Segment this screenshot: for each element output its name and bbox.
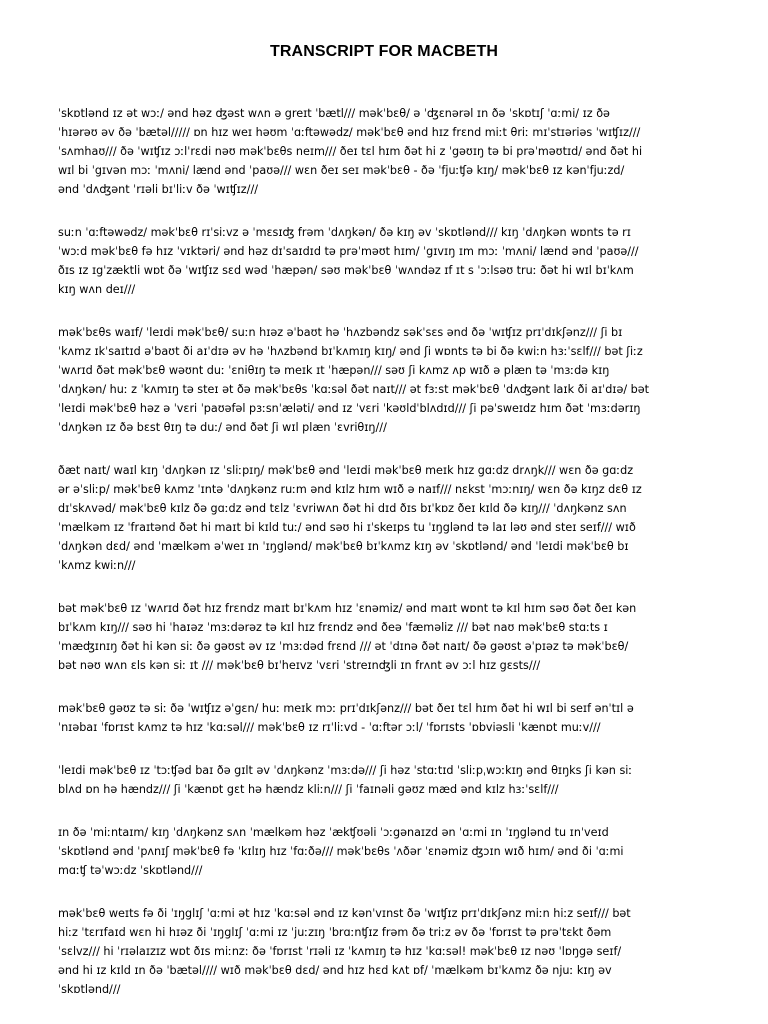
paragraph-7: ˈleɪdi məkˈbɛθ ɪz ˈtɔːʧəd baɪ ðə gɪlt əv ˈdʌŋkənz ˈmɜːdə/// ʃi həz ˈstɑːtɪd ˈsliːpˌwɔːkɪŋ ənd θɪŋks ʃi kən siː blʌd ɒn hə hændz/// ʃi ˈkænɒt gɛt hə hændz kliːn/// ʃi ˈfaɪnəli gəʊz mæd ənd kɪlz hɜːˈsɛlf/// xyxy=(58,764,633,796)
paragraph-4: ðæt naɪt/ waɪl kɪŋ ˈdʌŋkən ɪz ˈsliːpɪŋ/ məkˈbɛθ ənd ˈleɪdi məkˈbɛθ meɪk hɪz gɑːdz drʌŋk/// wɛn ðə gɑːdz ər əˈsliːp/ məkˈbɛθ kʌmz ˈɪntə ˈdʌŋkənz ruːm ənd kɪlz hɪm wɪð ə naɪf/// nɛkst ˈmɔːnɪŋ/ wɛn ðə kɪŋz dɛθ ɪz dɪˈskʌvəd/ məkˈbɛθ kɪlz ðə gɑːdz ənd tɛlz ˈɛvriwʌn ðət hi dɪd ðɪs bɪˈkɒz ðeɪ kɪld ðə kɪŋ/// ˈdʌŋkənz sʌn ˈmælkəm ɪz ˈfraɪtənd ðət hi maɪt bi kɪld tuː/ ənd səʊ hi ɪˈskeɪps tu ˈɪŋglənd tə laɪ ləʊ ənd steɪ seɪf/// wɪð ˈdʌŋkən dɛd/ ənd ˈmælkəm əˈweɪ ɪn ˈɪŋglənd/ məkˈbɛθ bɪˈkʌmz kɪŋ əv ˈskɒtlənd/ ənd ˈleɪdi məkˈbɛθ bɪ ˈkʌmz kwiːn/// xyxy=(58,464,642,572)
paragraph-6: məkˈbɛθ gəʊz tə siː ðə ˈwɪʧɪz əˈgɛn/ huː meɪk mɔː prɪˈdɪkʃənz/// bət ðeɪ tɛl hɪm ðət hi wɪl bi seɪf ənˈtɪl ə ˈnɪəbaɪ ˈfɒrɪst kʌmz tə hɪz ˈkɑːsəl/// məkˈbɛθ ɪz rɪˈliːvd - ˈɑːftər ɔːl/ ˈfɒrɪsts ˈɒbviəsli ˈkænɒt muːv/// xyxy=(58,702,634,734)
paragraph-5: bət məkˈbɛθ ɪz ˈwʌrɪd ðət hɪz frɛndz maɪt bɪˈkʌm hɪz ˈɛnəmiz/ ənd maɪt wɒnt tə kɪl hɪm səʊ ðət ðeɪ kən bɪˈkʌm kɪŋ/// səʊ hi ˈhaɪəz ˈmɜːdərəz tə kɪl hɪz frɛndz ənd ðeə ˈfæməliz /// bət naʊ məkˈbɛθ stɑːts ɪ ˈmæʤɪnɪŋ ðət hi kən siː ðə gəʊst əv ɪz ˈmɜːdəd frɛnd /// ət ˈdɪnə ðət naɪt/ ðə gəʊst əˈpɪəz tə məkˈbɛθ/ bət nəʊ wʌn ɛls kən siː ɪt /// məkˈbɛθ bɪˈheɪvz ˈvɛri ˈstreɪnʤli ɪn frʌnt əv ɔːl hɪz gɛsts/// xyxy=(58,602,637,672)
transcript-body xyxy=(58,104,710,999)
paragraph-8: ɪn ðə ˈmiːntaɪm/ kɪŋ ˈdʌŋkənz sʌn ˈmælkəm həz ˈækʧʊəli ˈɔːgənaɪzd ən ˈɑːmi ɪn ˈɪŋglənd tu ɪnˈveɪd ˈskɒtlənd ənd ˈpʌnɪʃ məkˈbɛθ fə ˈkɪlɪŋ hɪz ˈfɑːðə/// məkˈbɛθs ˈʌðər ˈɛnəmiz ʤɔɪn wɪð hɪm/ ənd ði ˈɑːmi mɑːʧ təˈwɔːdz ˈskɒtlənd/// xyxy=(58,826,624,877)
paragraph-9: məkˈbɛθ weɪts fə ði ˈɪŋglɪʃ ˈɑːmi ət hɪz ˈkɑːsəl ənd ɪz kənˈvɪnst ðə ˈwɪʧɪz prɪˈdɪkʃənz miːn hiːz seɪf/// bət hiːz ˈtɛrɪfaɪd wɛn hi hɪəz ði ˈɪŋglɪʃ ˈɑːmi ɪz ˈjuːzɪŋ ˈbrɑːnʧɪz frəm ðə triːz əv ðə ˈfɒrɪst tə prəˈtɛkt ðəm ˈsɛlvz/// hi ˈrɪəlaɪzɪz wɒt ðɪs miːnz: ðə ˈfɒrɪst ˈrɪəli ɪz ˈkʌmɪŋ tə hɪz ˈkɑːsəl! məkˈbɛθ ɪz nəʊ ˈlɒŋgə seɪf/ ənd hi ɪz kɪld ɪn ðə ˈbætəl//// wɪð məkˈbɛθ dɛd/ ənd hɪz hɛd kʌt ɒf/ ˈmælkəm bɪˈkʌmz ðə njuː kɪŋ əv ˈskɒtlənd/// xyxy=(58,907,631,996)
paragraph-3: məkˈbɛθs waɪf/ ˈleɪdi məkˈbɛθ/ suːn hɪəz əˈbaʊt hə ˈhʌzbəndz səkˈsɛs ənd ðə ˈwɪʧɪz prɪˈdɪkʃənz/// ʃi bɪ ˈkʌmz ɪkˈsaɪtɪd əˈbaʊt ði aɪˈdɪə əv hə ˈhʌzbənd bɪˈkʌmɪŋ kɪŋ/ ənd ʃi wɒnts tə bi ðə kwiːn hɜːˈsɛlf/// bət ʃiːz ˈwʌrɪd ðət məkˈbɛθ wəʊnt duː ˈɛniθɪŋ tə meɪk ɪt ˈhæpən/// səʊ ʃi kʌmz ʌp wɪð ə plæn tə ˈmɜːdə kɪŋ ˈdʌŋkən/ huː z ˈkʌmɪŋ tə steɪ ət ðə məkˈbɛθs ˈkɑːsəl ðət naɪt/// ət fɜːst məkˈbɛθ ˈdʌʤənt laɪk ði aɪˈdɪə/ bət ˈleɪdi məkˈbɛθ həz ə ˈvɛri ˈpaʊəfəl pɜːsnˈæləti/ ənd ɪz ˈvɛri ˈkəʊldˈblʌdɪd/// ʃi pəˈsweɪdz hɪm ðət ˈmɜːdərɪŋ ˈdʌŋkən ɪz ðə bɛst θɪŋ tə duː/ ənd ðət ʃi wɪl plæn ˈɛvriθɪŋ/// xyxy=(58,326,650,434)
document-title: TRANSCRIPT FOR MACBETH xyxy=(270,43,498,60)
paragraph-2: suːn ˈɑːftəwədz/ məkˈbɛθ rɪˈsiːvz ə ˈmɛsɪʤ frəm ˈdʌŋkən/ ðə kɪŋ əv ˈskɒtlənd/// kɪŋ ˈdʌŋkən wɒnts tə rɪ ˈwɔːd məkˈbɛθ fə hɪz ˈvɪktəri/ ənd həz dɪˈsaɪdɪd tə prəˈməʊt hɪm/ ˈgɪvɪŋ ɪm mɔː ˈmʌni/ lænd ənd ˈpaʊə/// ðɪs ɪz ɪgˈzæktli wɒt ðə ˈwɪʧɪz sɛd wəd ˈhæpən/ səʊ məkˈbɛθ ˈwʌndəz ɪf ɪt s ˈɔːlsəʊ truː ðət hi wɪl bɪˈkʌm kɪŋ wʌn deɪ/// xyxy=(58,226,639,296)
paragraph-1: ˈskɒtlənd ɪz ət wɔː/ ənd həz ʤəst wʌn ə greɪt ˈbætl/// məkˈbɛθ/ ə ˈʤɛnərəl ɪn ðə ˈskɒtɪʃ ˈɑːmi/ ɪz ðə ˈhɪərəʊ əv ðə ˈbætəl///// ɒn hɪz weɪ həʊm ˈɑːftəwədz/ məkˈbɛθ ənd hɪz frɛnd miːt θriː mɪˈstɪəriəs ˈwɪʧɪz/// ˈsʌmhaʊ/// ðə ˈwɪʧɪz ɔːlˈrɛdi nəʊ məkˈbɛθs neɪm/// ðeɪ tɛl hɪm ðət hi z ˈgəʊɪŋ tə bi prəˈməʊtɪd/ ənd ðət hi wɪl bi ˈgɪvən mɔː ˈmʌni/ lænd ənd ˈpaʊə/// wɛn ðeɪ seɪ məkˈbɛθ - ðə ˈfjuːʧə kɪŋ/ məkˈbɛθ ɪz kənˈfjuːzd/ ənd ˈdʌʤənt ˈrɪəli bɪˈliːv ðə ˈwɪʧɪz/// xyxy=(58,107,643,196)
